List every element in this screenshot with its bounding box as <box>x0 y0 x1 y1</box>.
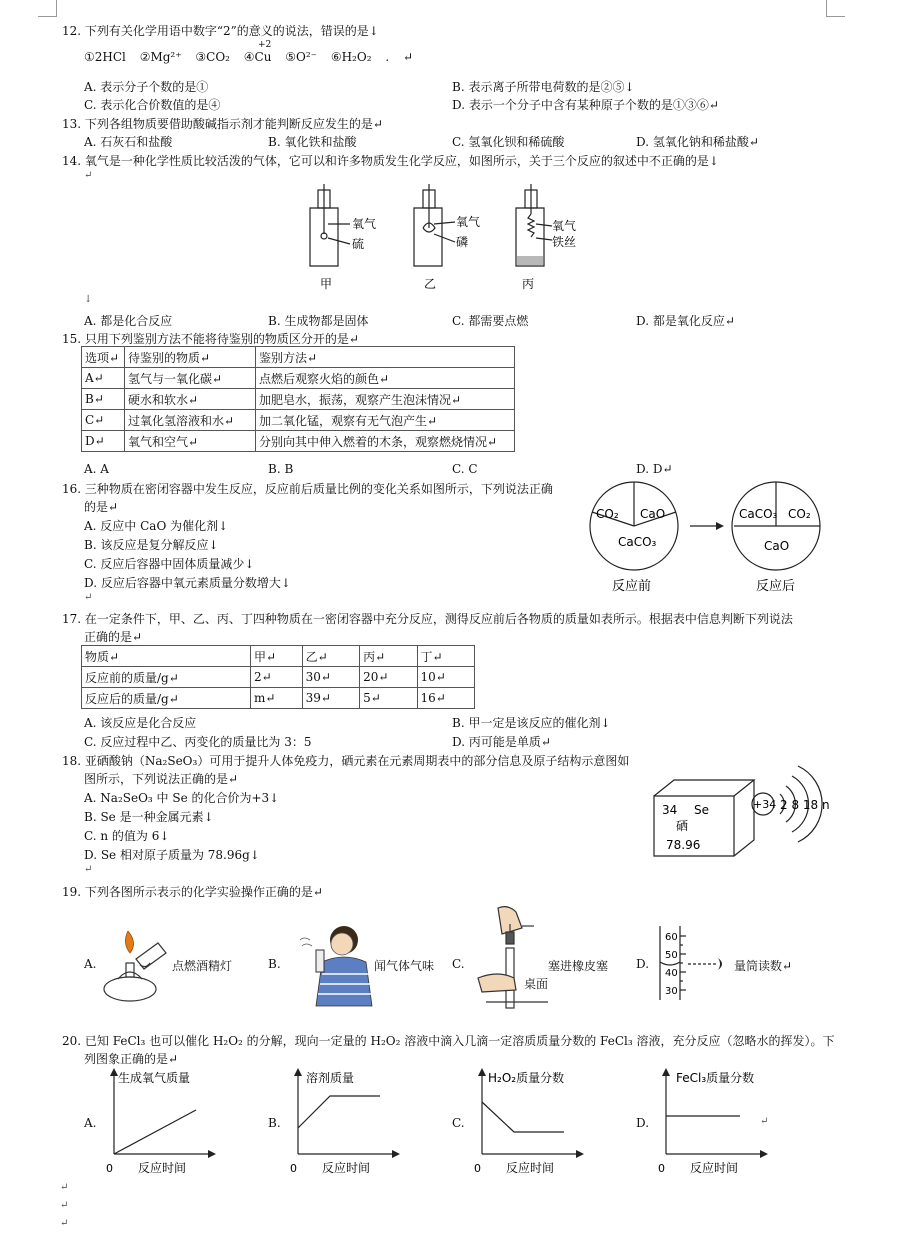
q19-option-c-caption: 塞进橡皮塞 <box>548 959 609 973</box>
table-row <box>82 368 515 389</box>
graph-c-xlabel: 反应时间 <box>506 1161 555 1175</box>
jar-b-label: 乙 <box>424 277 437 291</box>
q12-items: ①2HCl ②Mg²⁺ ③CO₂ ④Cu ⑤O²⁻ ⑥H₂O₂ . ↵ <box>84 50 413 64</box>
q15-stem: 15. 只用下列鉴别方法不能将待鉴别的物质区分开的是↵ <box>62 332 359 346</box>
q16-option-d: D. 反应后容器中氧元素质量分数增大↓ <box>84 576 291 590</box>
element-mass: 78.96 <box>666 838 701 852</box>
table-cell: D↵ <box>82 431 125 452</box>
q18-return-mark: ↵ <box>84 864 93 875</box>
q12-option-b: B. 表示离子所带电荷数的是②⑤↓ <box>452 80 635 94</box>
q15-table <box>81 346 515 452</box>
cylinder-tick-60: 60 <box>665 932 678 943</box>
table-header-row <box>82 347 515 368</box>
q13-option-c: C. 氢氧化钡和稀硫酸 <box>452 135 565 149</box>
q16-pie-diagram <box>584 480 830 598</box>
table-cell: 硬水和软水↵ <box>125 389 256 410</box>
q16-stem-line2: 的是↵ <box>84 500 119 514</box>
q12-cu-charge: +2 <box>258 40 272 50</box>
jar-c-label: 丙 <box>522 277 535 291</box>
table-cell: 16↵ <box>417 688 474 709</box>
table-cell: 物质↵ <box>82 646 251 667</box>
q14-option-a: A. 都是化合反应 <box>84 314 173 328</box>
table-row <box>82 389 515 410</box>
q14-option-b: B. 生成物都是固体 <box>268 314 369 328</box>
table-row <box>82 410 515 431</box>
q19-option-a-letter: A. <box>84 957 97 971</box>
table-cell: 分别向其中伸入燃着的木条，观察燃烧情况↵ <box>256 431 515 452</box>
graph-d-ylabel: FeCl₃质量分数 <box>676 1071 755 1085</box>
table-cell: 20↵ <box>360 667 417 688</box>
q20-stem-line2: 列图象正确的是↵ <box>84 1052 179 1066</box>
table-cell: A↵ <box>82 368 125 389</box>
q18-option-c: C. n 的值为 6↓ <box>84 829 170 843</box>
page-corner-right <box>826 0 845 17</box>
q19-option-d-caption: 量筒读数↵ <box>734 959 793 973</box>
table-row <box>82 431 515 452</box>
q18-option-a: A. Na₂SeO₃ 中 Se 的化合价为+3↓ <box>84 791 280 805</box>
jar-c-substance: 铁丝 <box>552 235 577 249</box>
jar-a-substance: 硫 <box>352 237 365 251</box>
q19-option-b-caption: 闻气体气味 <box>374 959 435 973</box>
before-co2: CO₂ <box>596 507 619 521</box>
q14-stem: 14. 氧气是一种化学性质比较活泼的气体，它可以和许多物质发生化学反应，如图所示，关于三个反应的叙述中不正确的是↓ <box>62 154 719 168</box>
q20-graph-c-letter: C. <box>452 1116 465 1130</box>
table-cell: 反应后的质量/g↵ <box>82 688 251 709</box>
table-cell: 氢气与一氧化碳↵ <box>125 368 256 389</box>
table-cell: 待鉴别的物质↵ <box>125 347 256 368</box>
table-cell: m↵ <box>251 688 303 709</box>
table-cell: 反应前的质量/g↵ <box>82 667 251 688</box>
table-cell: 2↵ <box>251 667 303 688</box>
smell-gas-icon <box>292 918 378 1008</box>
q18-stem-line2: 图所示，下列说法正确的是↵ <box>84 772 239 786</box>
q17-stem-line1: 17. 在一定条件下，甲、乙、丙、丁四种物质在一密闭容器中充分反应，测得反应前后各物质的质量如表所示。根据表中信息判断下列说法 <box>62 612 793 626</box>
q14-gas-jars-figure <box>290 184 600 294</box>
before-cao: CaO <box>640 507 666 521</box>
q16-option-c: C. 反应后容器中固体质量减少↓ <box>84 557 255 571</box>
trailing-return-mark-3: ↵ <box>60 1218 69 1229</box>
graduated-cylinder-icon <box>656 924 736 1002</box>
before-caco3: CaCO₃ <box>618 535 657 549</box>
after-label: 反应后 <box>756 579 796 594</box>
q14-option-c: C. 都需要点燃 <box>452 314 529 328</box>
after-co2: CO₂ <box>788 507 811 521</box>
q13-stem: 13. 下列各组物质要借助酸碱指示剂才能判断反应发生的是↵ <box>62 117 383 131</box>
cylinder-tick-30: 30 <box>665 986 678 997</box>
graph-b-ylabel: 溶剂质量 <box>306 1071 355 1085</box>
table-cell: 甲↵ <box>251 646 303 667</box>
q16-stem-line1: 16. 三种物质在密闭容器中发生反应，反应前后质量比例的变化关系如图所示，下列说法正确 <box>62 482 553 496</box>
q17-option-d: D. 丙可能是单质↵ <box>452 735 551 749</box>
q19-option-c-letter: C. <box>452 957 465 971</box>
q20-graph-d-return-mark: ↵ <box>760 1116 769 1127</box>
jar-b-gas: 氧气 <box>456 215 481 229</box>
table-cell: C↵ <box>82 410 125 431</box>
table-cell: 乙↵ <box>302 646 359 667</box>
q16-option-b: B. 该反应是复分解反应↓ <box>84 538 219 552</box>
q18-stem-line1: 18. 亚硒酸钠（Na₂SeO₃）可用于提升人体免疫力，硒元素在元素周期表中的部分信息及原子结构示意图如 <box>62 754 630 768</box>
q14-option-d: D. 都是氧化反应↵ <box>636 314 735 328</box>
q20-graph-d-letter: D. <box>636 1116 650 1130</box>
jar-a-label: 甲 <box>320 277 333 291</box>
graph-a-ylabel: 生成氧气质量 <box>118 1071 191 1085</box>
q13-option-d: D. 氢氧化钠和稀盐酸↵ <box>636 135 759 149</box>
table-cell: 过氧化氢溶液和水↵ <box>125 410 256 431</box>
graph-a-xlabel: 反应时间 <box>138 1161 187 1175</box>
page-corner-left <box>38 0 57 17</box>
table-cell: 氧气和空气↵ <box>125 431 256 452</box>
table-cell: 加肥皂水，振荡，观察产生泡沫情况↵ <box>256 389 515 410</box>
q19-stem: 19. 下列各图所示表示的化学实验操作正确的是↵ <box>62 885 323 899</box>
jar-c-gas: 氧气 <box>552 219 577 233</box>
q16-option-a: A. 反应中 CaO 为催化剂↓ <box>84 519 229 533</box>
element-name: 硒 <box>676 819 689 833</box>
element-number: 34 <box>662 803 678 817</box>
graph-c-ylabel: H₂O₂质量分数 <box>488 1071 565 1085</box>
table-cell: 39↵ <box>302 688 359 709</box>
graph-c-origin: 0 <box>474 1162 481 1175</box>
cylinder-tick-50: 50 <box>665 950 678 961</box>
q15-option-c: C. C <box>452 462 478 476</box>
q19-option-a-caption: 点燃酒精灯 <box>172 959 233 973</box>
q19-option-c-desk: 桌面 <box>524 977 549 991</box>
q12-option-a: A. 表示分子个数的是① <box>84 80 209 94</box>
q18-option-b: B. Se 是一种金属元素↓ <box>84 810 214 824</box>
trailing-return-mark-2: ↵ <box>60 1200 69 1211</box>
q16-return-mark: ↵ <box>84 592 93 603</box>
q12-option-c: C. 表示化合价数值的是④ <box>84 98 221 112</box>
graph-d-xlabel: 反应时间 <box>690 1161 739 1175</box>
table-cell: 30↵ <box>302 667 359 688</box>
q20-graph-a-letter: A. <box>84 1116 97 1130</box>
table-row <box>82 688 475 709</box>
q18-option-d: D. Se 相对原子质量为 78.96g↓ <box>84 848 260 862</box>
q17-stem-line2: 正确的是↵ <box>84 630 143 644</box>
graph-b-xlabel: 反应时间 <box>322 1161 371 1175</box>
table-cell: 加二氧化锰，观察有无气泡产生↵ <box>256 410 515 431</box>
table-cell: 10↵ <box>417 667 474 688</box>
q19-option-b-letter: B. <box>268 957 281 971</box>
atom-shells: 2 8 18 n <box>780 798 830 812</box>
q17-table <box>81 645 475 709</box>
table-header-row <box>82 646 475 667</box>
q20-graph-a <box>100 1066 220 1178</box>
q17-option-c: C. 反应过程中乙、丙变化的质量比为 3：5 <box>84 735 312 749</box>
q12-option-d: D. 表示一个分子中含有某种原子个数的是①③⑥↵ <box>452 98 719 112</box>
table-cell: 丙↵ <box>360 646 417 667</box>
table-cell: 丁↵ <box>417 646 474 667</box>
jar-a-gas: 氧气 <box>352 217 377 231</box>
q14-down-mark: ↓ <box>84 294 93 305</box>
q15-option-b: B. B <box>268 462 294 476</box>
q18-element-figure <box>650 752 830 862</box>
atom-nucleus: +34 <box>753 798 777 811</box>
q20-graph-d <box>652 1066 772 1178</box>
q19-option-d-letter: D. <box>636 957 650 971</box>
element-symbol: Se <box>694 803 709 817</box>
q13-option-a: A. 石灰石和盐酸 <box>84 135 173 149</box>
q12-stem: 12. 下列有关化学用语中数字“2”的意义的说法，错误的是↓ <box>62 24 379 38</box>
rubber-stopper-icon <box>476 904 548 1016</box>
q14-return-mark: ↵ <box>84 170 93 181</box>
table-cell: 5↵ <box>360 688 417 709</box>
table-cell: 鉴别方法↵ <box>256 347 515 368</box>
graph-a-origin: 0 <box>106 1162 113 1175</box>
trailing-return-mark-1: ↵ <box>60 1182 69 1193</box>
before-label: 反应前 <box>612 579 652 594</box>
q17-option-b: B. 甲一定是该反应的催化剂↓ <box>452 716 611 730</box>
graph-b-origin: 0 <box>290 1162 297 1175</box>
jar-b-substance: 磷 <box>456 235 469 249</box>
after-cao: CaO <box>764 539 790 553</box>
table-row <box>82 667 475 688</box>
table-cell: 选项↵ <box>82 347 125 368</box>
q20-graph-b-letter: B. <box>268 1116 281 1130</box>
alcohol-lamp-icon <box>100 925 172 1005</box>
q13-option-b: B. 氧化铁和盐酸 <box>268 135 357 149</box>
table-cell: 点燃后观察火焰的颜色↵ <box>256 368 515 389</box>
q15-option-a: A. A <box>84 462 109 476</box>
graph-d-origin: 0 <box>658 1162 665 1175</box>
q20-stem-line1: 20. 已知 FeCl₃ 也可以催化 H₂O₂ 的分解，现向一定量的 H₂O₂ 溶液中滴入几滴一定溶质质量分数的 FeCl₃ 溶液，充分反应（忽略水的挥发）。下 <box>62 1034 835 1048</box>
after-caco3: CaCO₃ <box>739 507 778 521</box>
q17-option-a: A. 该反应是化合反应 <box>84 716 197 730</box>
q20-graph-b <box>284 1066 404 1178</box>
q15-option-d: D. D↵ <box>636 462 673 476</box>
cylinder-tick-40: 40 <box>665 968 678 979</box>
q20-graph-c <box>468 1066 588 1178</box>
table-cell: B↵ <box>82 389 125 410</box>
